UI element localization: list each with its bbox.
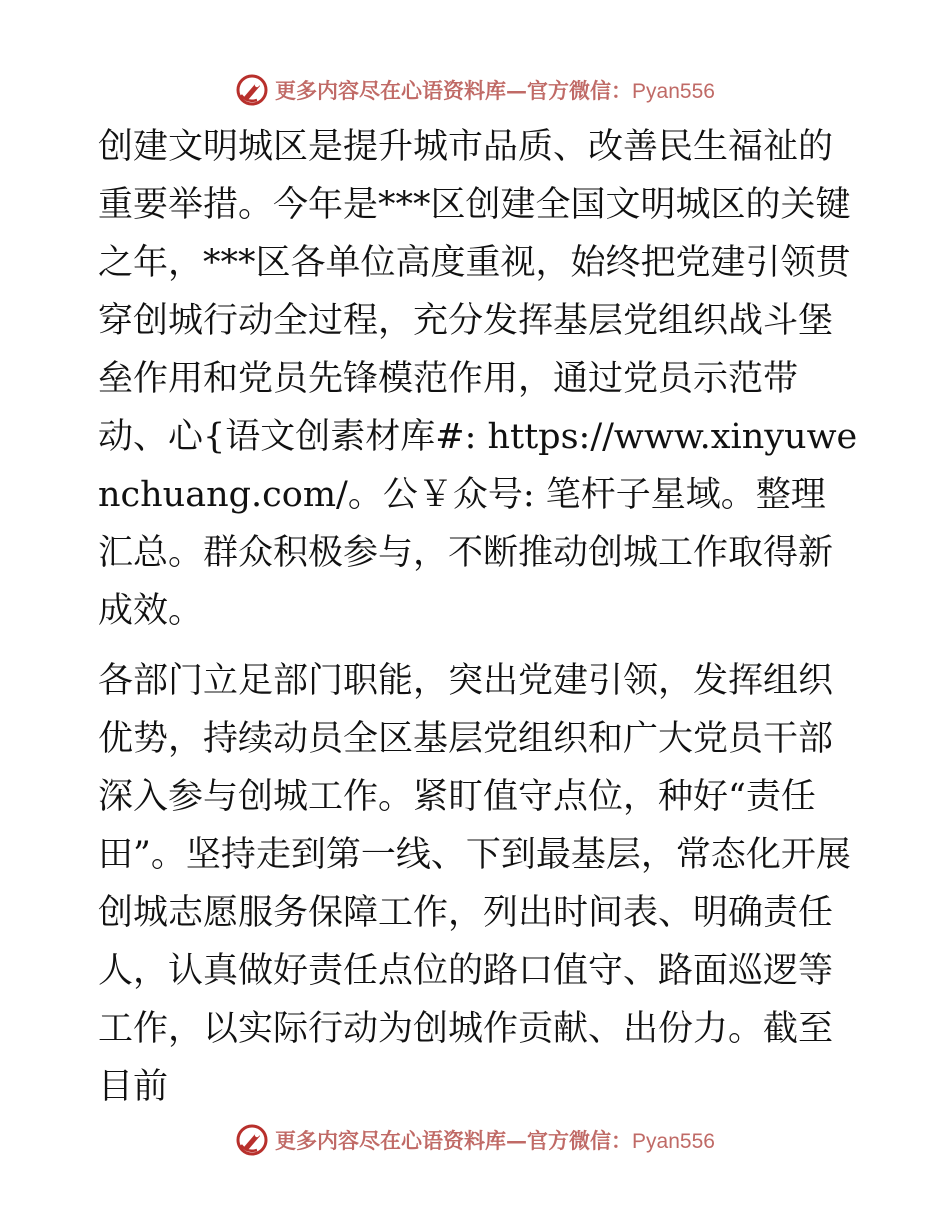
banner-text bbox=[275, 75, 715, 105]
header-banner bbox=[0, 70, 950, 110]
banner-text bbox=[275, 1125, 715, 1155]
document-body bbox=[98, 118, 858, 1124]
banner-wechat-id: Pyan556 bbox=[632, 80, 715, 103]
footer-banner bbox=[0, 1120, 950, 1160]
pen-nib-logo-icon bbox=[235, 73, 269, 107]
banner-site-text: 更多内容尽在心语资料库 bbox=[275, 78, 507, 103]
banner-separator: — bbox=[506, 78, 528, 103]
pen-nib-logo-icon bbox=[235, 1123, 269, 1157]
paragraph-1: 创建文明城区是提升城市品质、改善民生福祉的重要举措。今年是***区创建全国文明城区的关键之年，***区各单位高度重视，始终把党建引领贯穿创城行动全过程，充分发挥基层党组织战斗堡垒作用和党员先锋模范作用，通过党员示范带动、心{语文创素材库#: https://www.xinyuwenchuang.com/。公￥众号: 笔杆子星域。整理汇总。群众积极参与，不断推动创城工作取得新成效。 bbox=[98, 127, 858, 631]
banner-site-text: 更多内容尽在心语资料库 bbox=[275, 1128, 507, 1153]
banner-wechat-id: Pyan556 bbox=[632, 1130, 715, 1153]
banner-separator: — bbox=[506, 1128, 528, 1153]
banner-wechat-label: 官方微信： bbox=[527, 78, 633, 103]
banner-wechat-label: 官方微信： bbox=[527, 1128, 633, 1153]
paragraph-2: 各部门立足部门职能，突出党建引领，发挥组织优势，持续动员全区基层党组织和广大党员干部深入参与创城工作。紧盯值守点位，种好“责任田”。坚持走到第一线、下到最基层，常态化开展创城志愿服务保障工作，列出时间表、明确责任人，认真做好责任点位的路口值守、路面巡逻等工作，以实际行动为创城作贡献、出份力。截至目前 bbox=[98, 661, 851, 1107]
